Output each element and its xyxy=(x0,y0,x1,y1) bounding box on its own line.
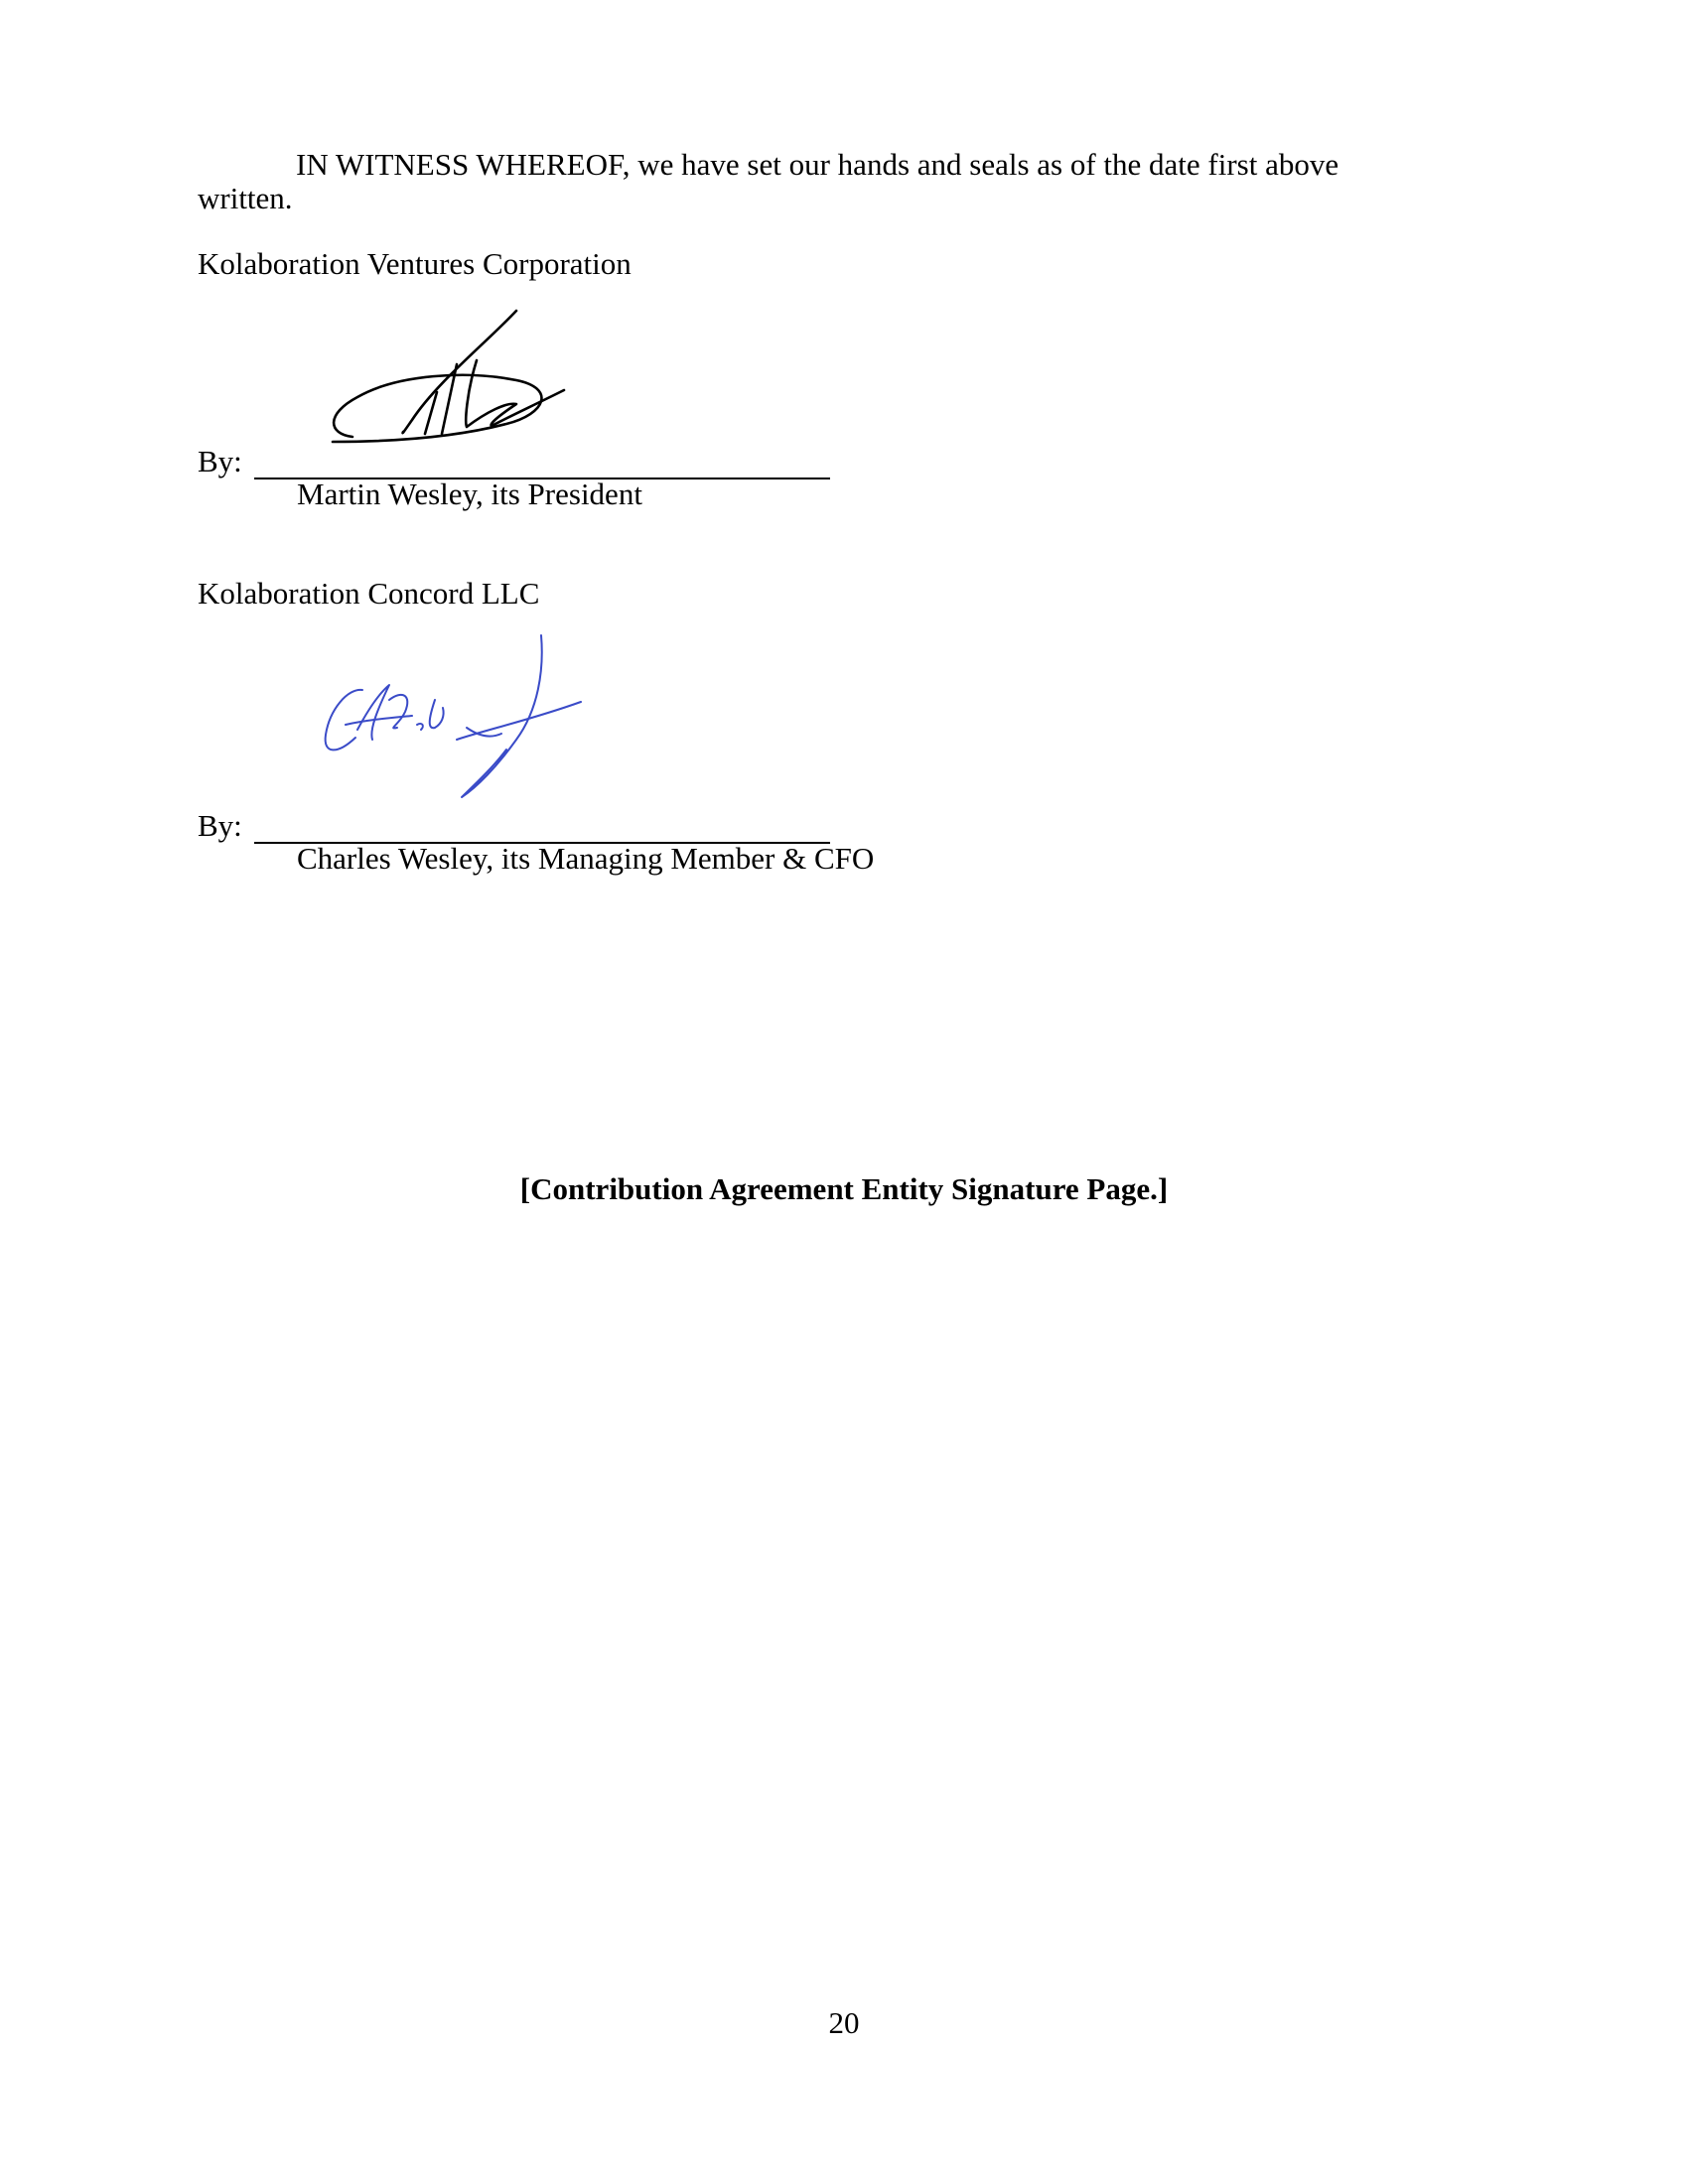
signature-charles-wesley-icon xyxy=(318,630,586,814)
witness-clause-line-1: IN WITNESS WHEREOF, we have set our hands and seals as of the date first above xyxy=(296,147,1339,182)
signer-caption-charles-wesley: Charles Wesley, its Managing Member & CFO xyxy=(297,841,875,876)
by-label-party-2: By: xyxy=(198,808,242,843)
by-label-party-1: By: xyxy=(198,444,242,478)
entity-name-kolaboration-ventures: Kolaboration Ventures Corporation xyxy=(198,246,632,281)
signature-martin-wesley-icon xyxy=(318,303,576,452)
page-number: 20 xyxy=(828,2005,860,2040)
witness-clause-line-2: written. xyxy=(198,181,293,215)
entity-name-kolaboration-concord: Kolaboration Concord LLC xyxy=(198,576,540,611)
signature-page-title: [Contribution Agreement Entity Signature Page.] xyxy=(519,1171,1169,1206)
signer-caption-martin-wesley: Martin Wesley, its President xyxy=(297,477,642,511)
